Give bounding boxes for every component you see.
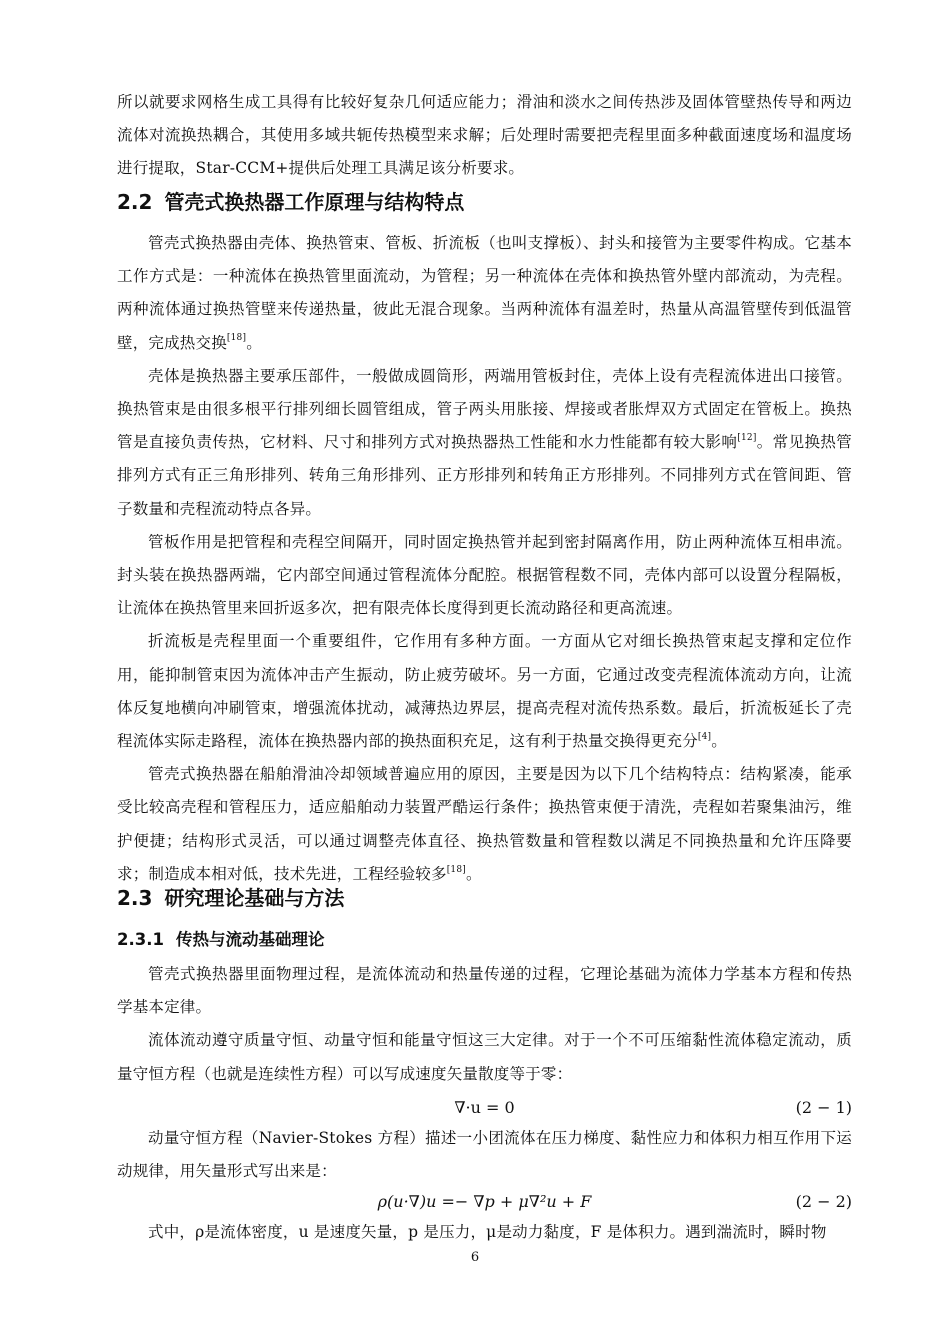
subsection-number: 2.3.1 (117, 930, 164, 949)
paragraph-baffle (117, 625, 852, 758)
equation-expression: ∇·u = 0 (454, 1098, 515, 1117)
equation-expression: ρ(u·∇)u =− ∇p + μ∇²u + F (377, 1192, 592, 1211)
equation-number: (2 − 2) (795, 1192, 852, 1211)
citation: [12] (737, 433, 757, 444)
subsection-heading-2-3-1 (117, 928, 324, 952)
paragraph-continuity: 流体流动遵守质量守恒、动量守恒和能量守恒这三大定律。对于一个不可压缩黏性流体稳定流动，质量守恒方程（也就是连续性方程）可以写成速度矢量散度等于零： (117, 1031, 852, 1083)
citation: [18] (446, 864, 466, 875)
paragraph-text-end: 。常见换热管排列方式有正三角形排列、转角三角形排列、正方形排列和转角正方形排列。不同排列方式在管间距、管子数量和壳程流动特点各异。 (117, 433, 852, 518)
paragraph-text-end: 。 (246, 333, 262, 352)
section-title: 管壳式换热器工作原理与结构特点 (164, 190, 465, 214)
page-number: 6 (470, 1250, 480, 1265)
paragraph-text: 所以就要求网格生成工具得有比较好复杂几何适应能力；滑油和淡水之间传热涉及固体管壁热传导和两边流体对流换热耦合，其使用多域共轭传热模型来求解；后处理时需要把壳程里面多种截面速度场和温度场进行提取，Star-CCM+提供后处理工具满足该分析要求。 (117, 93, 852, 178)
section-2-3-1-body-b (117, 1122, 852, 1188)
citation: [18] (226, 333, 247, 344)
paragraph-text-end: 。 (711, 732, 727, 751)
paragraph-text: 管壳式换热器由壳体、换热管束、管板、折流板（也叫支撑板）、封头和接管为主要零件构成。它基本工作方式是：一种流体在换热管里面流动，为管程；另一种流体在壳体和换热管外壁内部流动，为壳程。两种流体通过换热管壁来传递热量，彼此无混合现象。当两种流体有温差时，热量从高温管壁传到低温管壁，完成热交换 (117, 234, 852, 352)
section-title: 研究理论基础与方法 (164, 886, 345, 910)
paragraph-text-end: 。 (465, 864, 482, 883)
section-heading-2-2 (117, 188, 464, 216)
section-2-2-body (117, 227, 852, 891)
paragraph-symbols: 式中，ρ是流体密度，u 是速度矢量，p 是压力，μ是动力黏度，F 是体积力。遇到湍流时，瞬时物 (148, 1223, 827, 1241)
paragraph-principle (117, 227, 852, 360)
subsection-title: 传热与流动基础理论 (175, 930, 325, 949)
section-heading-2-3 (117, 884, 344, 912)
paragraph-top (117, 86, 852, 186)
paragraph-features (117, 758, 852, 891)
paragraph-theory-intro: 管壳式换热器里面物理过程，是流体流动和热量传递的过程，它理论基础为流体力学基本方程和传热学基本定律。 (117, 965, 852, 1017)
paragraph-text: 壳体是换热器主要承压部件，一般做成圆筒形，两端用管板封住，壳体上设有壳程流体进出口接管。换热管束是由很多根平行排列细长圆管组成，管子两头用胀接、焊接或者胀焊双方式固定在管板上。换热管是直接负责传热，它材料、尺寸和排列方式对换热器热工性能和水力性能都有较大影响 (117, 366, 852, 452)
equation-2-1 (117, 1094, 852, 1122)
section-number: 2.2 (117, 190, 153, 214)
equation-2-2 (117, 1188, 852, 1216)
paragraph-text: 折流板是壳程里面一个重要组件，它作用有多种方面。一方面从它对细长换热管束起支撑和定位作用，能抑制管束因为流体冲击产生振动，防止疲劳破坏。另一方面，它通过改变壳程流体流动方向，让流体反复地横向冲刷管束，增强流体扰动，减薄热边界层，提高壳程对流传热系数。最后，折流板延长了壳程流体实际走路程，流体在换热器内部的换热面积充足，这有利于热量交换得更充分 (117, 632, 852, 751)
paragraph-navier-stokes: 动量守恒方程（Navier-Stokes 方程）描述一小团流体在压力梯度、黏性应力和体积力相互作用下运动规律，用矢量形式写出来是： (117, 1129, 852, 1181)
citation: [4] (697, 731, 712, 742)
section-2-3-1-body-a (117, 958, 852, 1091)
paragraph-shell-tubes (117, 360, 852, 526)
section-2-3-1-body-c (117, 1216, 852, 1249)
equation-number: (2 − 1) (795, 1098, 852, 1117)
paragraph-text: 管壳式换热器在船舶滑油冷却领域普遍应用的原因，主要是因为以下几个结构特点：结构紧凑，能承受比较高壳程和管程压力，适应船舶动力装置严酷运行条件；换热管束便于清洗，壳程如若聚集油污，维护便捷；结构形式灵活，可以通过调整壳体直径、换热管数量和管程数以满足不同换热量和允许压降要求；制造成本相对低，技术先进，工程经验较多 (117, 765, 852, 883)
section-number: 2.3 (117, 886, 153, 910)
paragraph-tubesheet: 管板作用是把管程和壳程空间隔开，同时固定换热管并起到密封隔离作用，防止两种流体互相串流。封头装在换热器两端，它内部空间通过管程流体分配腔。根据管程数不同，壳体内部可以设置分程隔板，让流体在换热管里来回折返多次，把有限壳体长度得到更长流动路径和更高流速。 (117, 532, 852, 618)
